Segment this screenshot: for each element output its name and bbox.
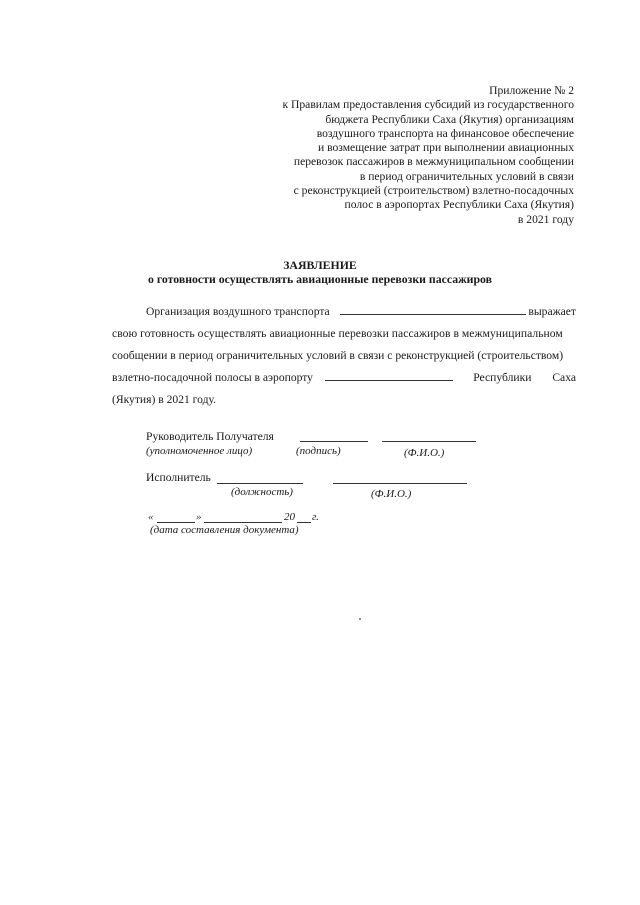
head-caption: (уполномоченное лицо) [146, 445, 253, 457]
body-text-p1-start: Организация воздушного транспорта [146, 305, 330, 318]
head-label: Руководитель Получателя [146, 430, 274, 443]
position-caption: (должность) [231, 486, 293, 498]
executor-label: Исполнитель [146, 471, 211, 484]
document-title: ЗАЯВЛЕНИЕ [283, 258, 357, 272]
scan-speck [359, 618, 361, 620]
appendix-line: в 2021 году [517, 212, 574, 226]
appendix-header [254, 84, 574, 227]
appendix-line: перевозок пассажиров в межмуниципальном сообщении [293, 155, 574, 169]
body-text-line5: (Якутия) в 2021 году. [112, 393, 217, 406]
date-year-prefix: 20 [284, 511, 295, 523]
body-text-line4-end: Республики Саха [473, 371, 576, 384]
date-day-field[interactable] [157, 522, 195, 523]
body-text-p1-end: выражает [528, 305, 576, 318]
appendix-line: и возмещение затрат при выполнении авиационных [318, 141, 574, 155]
appendix-line: с реконструкцией (строительством) взлетно-посадочных [293, 184, 574, 198]
organization-name-field[interactable] [340, 304, 527, 315]
document-subtitle: о готовности осуществлять авиационные перевозки пассажиров [147, 272, 493, 286]
executor-fio-field[interactable] [333, 483, 467, 484]
head-signature-field[interactable] [300, 441, 368, 442]
appendix-line: бюджета Республики Саха (Якутия) организациям [325, 112, 574, 126]
appendix-line: полос в аэропортах Республики Саха (Якутия) [344, 198, 574, 212]
fio-caption-2: (Ф.И.О.) [371, 488, 412, 500]
airport-name-field[interactable] [325, 370, 453, 381]
date-close-quote: » [196, 511, 202, 523]
appendix-line: Приложение № 2 [489, 84, 574, 97]
appendix-line: воздушного транспорта на финансовое обеспечение [316, 126, 574, 140]
body-text-line2: свою готовность осуществлять авиационные перевозки пассажиров в межмуниципальном [112, 327, 563, 340]
body-text-line4-start: взлетно-посадочной полосы в аэропорту [112, 371, 313, 384]
signature-caption: (подпись) [296, 445, 341, 457]
date-open-quote: « [148, 511, 154, 523]
appendix-line: в период ограничительных условий в связи [359, 169, 574, 183]
statement-body [112, 301, 576, 411]
fio-caption: (Ф.И.О.) [404, 447, 445, 459]
date-month-field[interactable] [204, 522, 282, 523]
head-fio-field[interactable] [382, 441, 476, 442]
executor-position-field[interactable] [217, 483, 303, 484]
date-suffix: г. [312, 511, 319, 523]
date-year-field[interactable] [297, 522, 311, 523]
body-text-line3: сообщении в период ограничительных условий в связи с реконструкцией (строительством) [112, 349, 564, 362]
appendix-line: к Правилам предоставления субсидий из государственного [282, 98, 574, 112]
date-caption: (дата составления документа) [150, 524, 299, 536]
